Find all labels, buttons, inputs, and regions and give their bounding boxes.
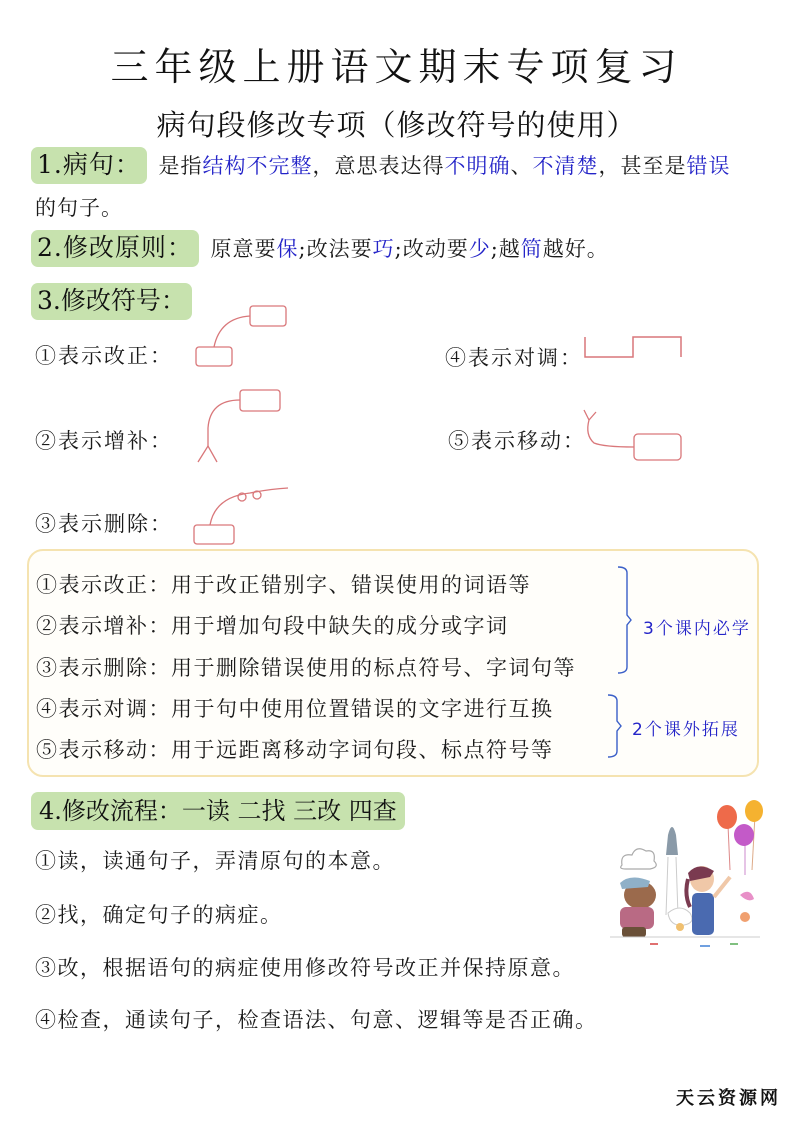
section-symbols-heading (31, 283, 192, 320)
insertion-mark-icon (190, 388, 290, 468)
symbol-label-insertion: ②表示增补： (35, 429, 173, 453)
symbol-label-transposition: ④表示对调： (445, 346, 583, 370)
highlight-segment: 结构不完整 (202, 154, 313, 178)
section-label: 2.修改原则： (31, 230, 199, 267)
highlight-segment: 不清楚 (532, 154, 599, 178)
balloon-icon (734, 824, 754, 846)
butterfly-icon (740, 892, 754, 901)
text-segment: 、 (510, 154, 533, 178)
text-segment: 原意要 (210, 237, 277, 261)
correction-mark-icon (190, 302, 290, 368)
definition-text (159, 154, 731, 178)
symbol-label-correction: ①表示改正： (35, 344, 173, 368)
text-segment: ，意思表达得 (312, 154, 445, 178)
highlight-segment: 简 (520, 237, 543, 261)
section-label: 3.修改符号： (31, 283, 192, 320)
section-label: 4.修改流程：一读 二找 三改 四查 (31, 792, 405, 830)
summary-row-transposition: ④表示对调：用于句中使用位置错误的文字进行互换 (36, 697, 554, 721)
text-segment: 越好。 (542, 237, 609, 261)
move-mark-icon (582, 405, 686, 465)
step-find: ②找，确定句子的病症。 (35, 903, 283, 927)
principles-text (211, 237, 609, 261)
children-drawing-illustration (590, 795, 790, 955)
summary-row-deletion: ③表示删除：用于删除错误使用的标点符号、字词句等 (36, 656, 576, 680)
section-sick-sentence (31, 147, 771, 184)
symbol-label-move: ⑤表示移动： (448, 429, 586, 453)
section-principles (31, 230, 771, 267)
bracket-icon (615, 565, 635, 675)
highlight-segment: 不明确 (444, 154, 511, 178)
summary-row-correction: ①表示改正：用于改正错别字、错误使用的词语等 (36, 573, 531, 597)
text-segment: 是指 (158, 154, 203, 178)
highlight-segment: 少 (468, 237, 491, 261)
highlight-segment: 巧 (372, 237, 395, 261)
section-process (31, 792, 405, 830)
highlight-segment: 错误 (686, 154, 731, 178)
text-segment: ;越 (490, 237, 521, 261)
deletion-mark-icon (190, 485, 295, 545)
extension-group-note: 2个课外拓展 (632, 720, 740, 740)
page-title: 三年级上册语文期末专项复习 (110, 45, 683, 89)
watermark: 天云资源网 (676, 1088, 781, 1109)
text-segment: ;改动要 (394, 237, 469, 261)
definition-continuation: 的句子。 (35, 196, 123, 220)
text-segment: ;改法要 (298, 237, 373, 261)
summary-row-move: ⑤表示移动：用于远距离移动字词句段、标点符号等 (36, 738, 554, 762)
core-group-note: 3个课内必学 (643, 619, 751, 639)
cloud-icon (621, 849, 657, 869)
bracket-icon (605, 693, 625, 759)
transposition-mark-icon (582, 334, 686, 364)
summary-row-insertion: ②表示增补：用于增加句段中缺失的成分或字词 (36, 614, 509, 638)
step-correct: ③改，根据语句的病症使用修改符号改正并保持原意。 (35, 956, 575, 980)
rocket-icon (666, 827, 678, 855)
step-check: ④检查，通读句子，检查语法、句意、逻辑等是否正确。 (35, 1008, 598, 1032)
symbol-label-deletion: ③表示删除： (35, 512, 173, 536)
page-subtitle: 病句段修改专项（修改符号的使用） (156, 108, 637, 142)
highlight-segment: 保 (276, 237, 299, 261)
step-read: ①读，读通句子，弄清原句的本意。 (35, 849, 395, 873)
text-segment: ，甚至是 (598, 154, 687, 178)
balloon-icon (717, 805, 737, 829)
section-label: 1.病句： (31, 147, 147, 184)
balloon-icon (745, 800, 763, 822)
